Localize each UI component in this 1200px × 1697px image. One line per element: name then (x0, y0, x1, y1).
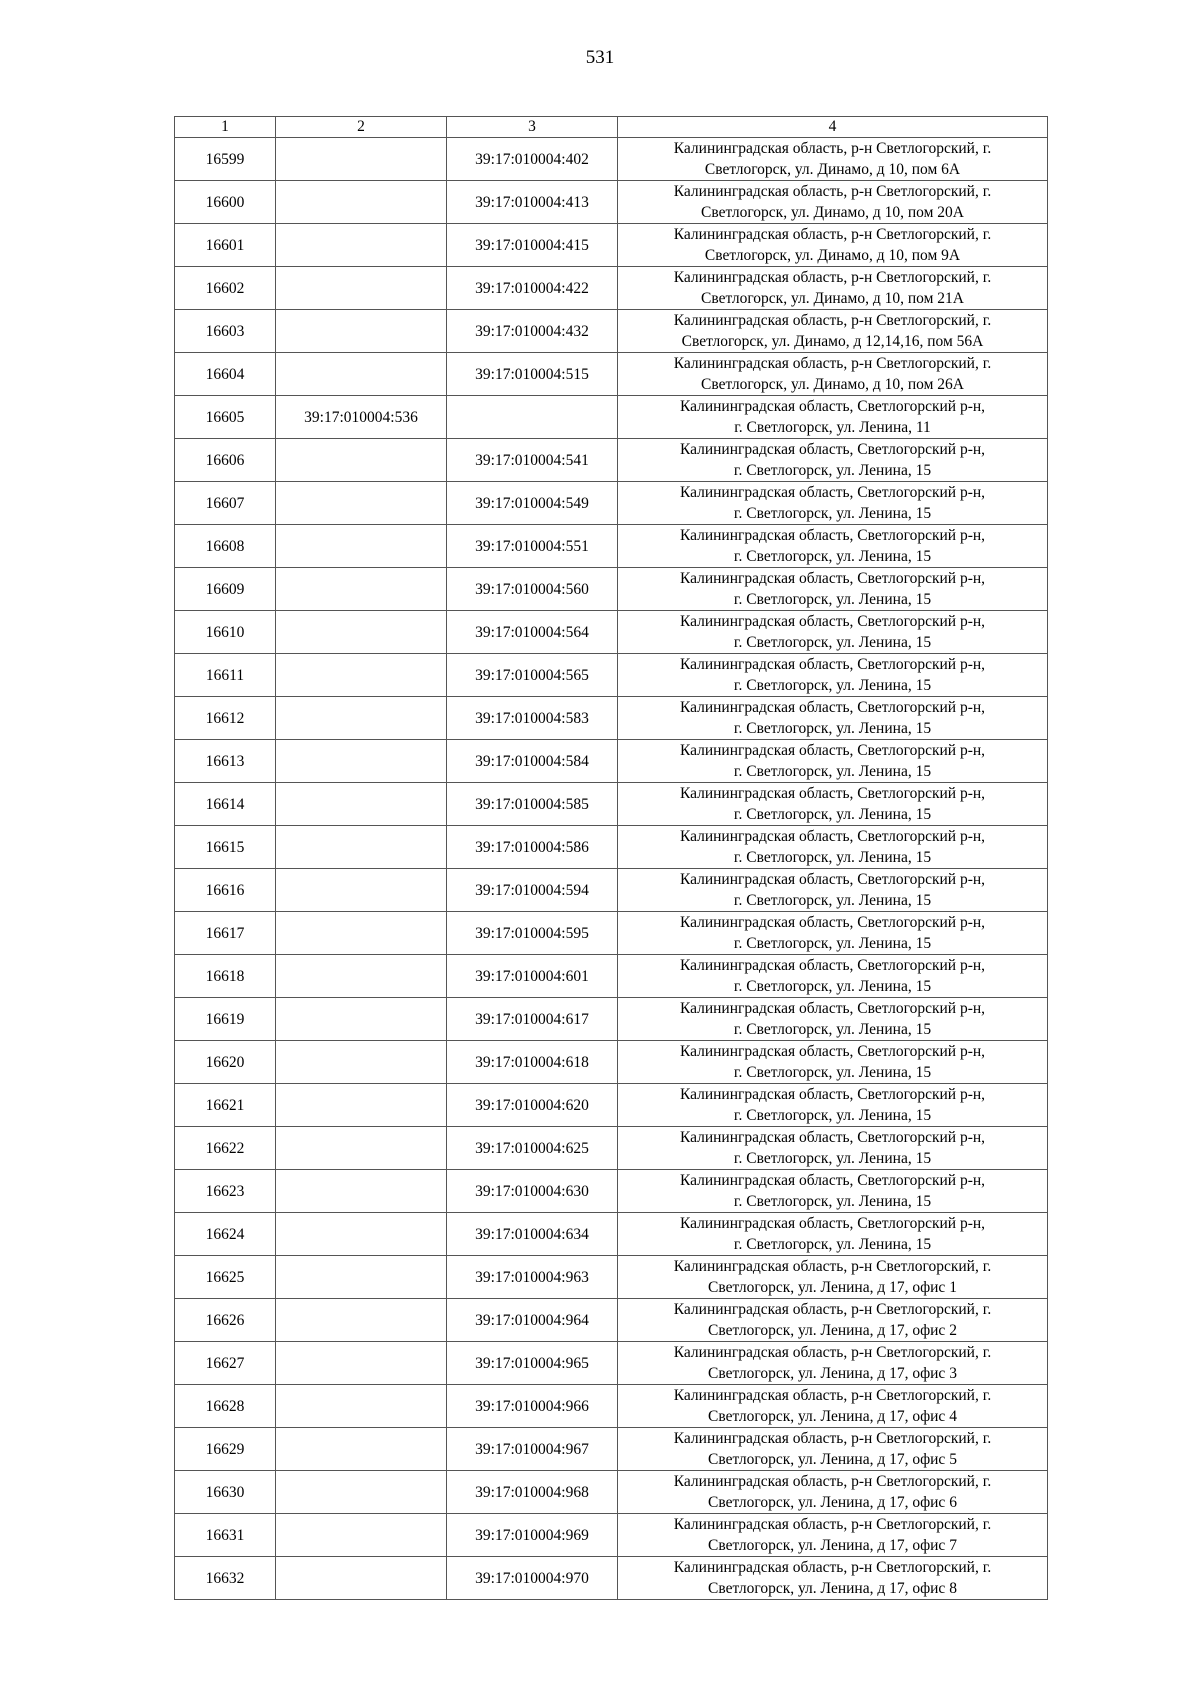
address-cell (618, 1256, 1048, 1299)
address-line-1: Калининградская область, р-н Светлогорский, г. (673, 355, 992, 372)
row-number-cell: 16602 (175, 267, 276, 310)
address-cell (618, 869, 1048, 912)
column-header-1: 1 (175, 117, 276, 138)
object-cadastral-number-cell: 39:17:010004:515 (447, 353, 618, 396)
address-cell (618, 998, 1048, 1041)
address-line-1: Калининградская область, Светлогорский р-н, (679, 785, 986, 802)
table-row (175, 1084, 1048, 1127)
object-cadastral-number-cell: 39:17:010004:617 (447, 998, 618, 1041)
address-cell (618, 955, 1048, 998)
cadastral-number-cell (276, 611, 447, 654)
address-line-2: Светлогорск, ул. Ленина, д 17, офис 2 (708, 1322, 957, 1339)
address-cell (618, 826, 1048, 869)
object-cadastral-number-cell: 39:17:010004:969 (447, 1514, 618, 1557)
address-cell (618, 697, 1048, 740)
row-number-cell: 16614 (175, 783, 276, 826)
row-number-cell: 16605 (175, 396, 276, 439)
address-cell (618, 1041, 1048, 1084)
table-row (175, 1557, 1048, 1600)
cadastral-number-cell (276, 1342, 447, 1385)
row-number-cell: 16600 (175, 181, 276, 224)
address-line-2: Светлогорск, ул. Ленина, д 17, офис 4 (708, 1408, 957, 1425)
address-cell (618, 482, 1048, 525)
address-line-2: г. Светлогорск, ул. Ленина, 15 (733, 892, 932, 909)
cadastral-number-cell (276, 1213, 447, 1256)
address-line-1: Калининградская область, р-н Светлогорский, г. (673, 1258, 992, 1275)
row-number-cell: 16629 (175, 1428, 276, 1471)
address-cell (618, 654, 1048, 697)
table-row (175, 998, 1048, 1041)
address-line-1: Калининградская область, Светлогорский р-н, (679, 570, 986, 587)
address-cell (618, 611, 1048, 654)
table-header (175, 117, 1048, 138)
address-line-2: Светлогорск, ул. Динамо, д 10, пом 21А (701, 290, 964, 307)
table-row (175, 267, 1048, 310)
address-line-2: г. Светлогорск, ул. Ленина, 15 (733, 1236, 932, 1253)
object-cadastral-number-cell (447, 396, 618, 439)
address-cell (618, 1471, 1048, 1514)
address-line-1: Калининградская область, Светлогорский р-н, (679, 527, 986, 544)
address-cell (618, 1084, 1048, 1127)
object-cadastral-number-cell: 39:17:010004:551 (447, 525, 618, 568)
address-line-2: г. Светлогорск, ул. Ленина, 15 (733, 634, 932, 651)
table-row (175, 353, 1048, 396)
cadastral-number-cell (276, 1557, 447, 1600)
column-header-2: 2 (276, 117, 447, 138)
object-cadastral-number-cell: 39:17:010004:584 (447, 740, 618, 783)
cadastral-number-cell (276, 224, 447, 267)
address-cell (618, 783, 1048, 826)
address-line-2: г. Светлогорск, ул. Ленина, 11 (734, 419, 931, 436)
table-row (175, 1342, 1048, 1385)
object-cadastral-number-cell: 39:17:010004:594 (447, 869, 618, 912)
row-number-cell: 16626 (175, 1299, 276, 1342)
table-row (175, 1256, 1048, 1299)
table-row (175, 1213, 1048, 1256)
object-cadastral-number-cell: 39:17:010004:560 (447, 568, 618, 611)
address-line-1: Калининградская область, р-н Светлогорский, г. (673, 1301, 992, 1318)
row-number-cell: 16613 (175, 740, 276, 783)
address-line-1: Калининградская область, р-н Светлогорский, г. (673, 1387, 992, 1404)
cadastral-number-cell (276, 955, 447, 998)
cadastral-number-cell (276, 1428, 447, 1471)
row-number-cell: 16623 (175, 1170, 276, 1213)
address-line-2: Светлогорск, ул. Ленина, д 17, офис 1 (708, 1279, 957, 1296)
table-row (175, 568, 1048, 611)
object-cadastral-number-cell: 39:17:010004:625 (447, 1127, 618, 1170)
object-cadastral-number-cell: 39:17:010004:965 (447, 1342, 618, 1385)
address-line-1: Калининградская область, Светлогорский р-н, (679, 871, 986, 888)
table-row (175, 1385, 1048, 1428)
address-cell (618, 912, 1048, 955)
row-number-cell: 16620 (175, 1041, 276, 1084)
address-line-1: Калининградская область, Светлогорский р-н, (679, 398, 986, 415)
object-cadastral-number-cell: 39:17:010004:586 (447, 826, 618, 869)
object-cadastral-number-cell: 39:17:010004:564 (447, 611, 618, 654)
address-cell (618, 1428, 1048, 1471)
address-line-1: Калининградская область, Светлогорский р-н, (679, 1129, 986, 1146)
address-line-1: Калининградская область, Светлогорский р-н, (679, 1086, 986, 1103)
address-cell (618, 439, 1048, 482)
cadastral-number-cell (276, 353, 447, 396)
table-row (175, 181, 1048, 224)
table-body (175, 138, 1048, 1600)
address-line-2: Светлогорск, ул. Ленина, д 17, офис 6 (708, 1494, 957, 1511)
table-row (175, 482, 1048, 525)
table-row (175, 1471, 1048, 1514)
address-cell (618, 1170, 1048, 1213)
address-line-2: Светлогорск, ул. Ленина, д 17, офис 3 (708, 1365, 957, 1382)
address-line-1: Калининградская область, Светлогорский р-н, (679, 656, 986, 673)
row-number-cell: 16632 (175, 1557, 276, 1600)
address-line-2: г. Светлогорск, ул. Ленина, 15 (733, 849, 932, 866)
row-number-cell: 16608 (175, 525, 276, 568)
address-line-1: Калининградская область, Светлогорский р-н, (679, 1043, 986, 1060)
cadastral-number-cell (276, 1256, 447, 1299)
address-line-2: Светлогорск, ул. Ленина, д 17, офис 5 (708, 1451, 957, 1468)
row-number-cell: 16610 (175, 611, 276, 654)
table-row (175, 224, 1048, 267)
address-cell (618, 310, 1048, 353)
address-line-2: Светлогорск, ул. Динамо, д 10, пом 9А (704, 247, 961, 264)
page-number: 531 (585, 47, 615, 68)
address-line-1: Калининградская область, Светлогорский р-н, (679, 1172, 986, 1189)
row-number-cell: 16630 (175, 1471, 276, 1514)
address-line-1: Калининградская область, Светлогорский р-н, (679, 957, 986, 974)
address-line-1: Калининградская область, р-н Светлогорский, г. (673, 312, 992, 329)
address-cell (618, 396, 1048, 439)
row-number-cell: 16607 (175, 482, 276, 525)
address-line-2: г. Светлогорск, ул. Ленина, 15 (733, 763, 932, 780)
address-line-1: Калининградская область, Светлогорский р-н, (679, 441, 986, 458)
row-number-cell: 16615 (175, 826, 276, 869)
cadastral-number-cell (276, 1084, 447, 1127)
row-number-cell: 16631 (175, 1514, 276, 1557)
cadastral-number-cell (276, 869, 447, 912)
object-cadastral-number-cell: 39:17:010004:601 (447, 955, 618, 998)
address-cell (618, 181, 1048, 224)
address-line-2: г. Светлогорск, ул. Ленина, 15 (733, 505, 932, 522)
address-line-1: Калининградская область, р-н Светлогорский, г. (673, 1559, 992, 1576)
table-row (175, 310, 1048, 353)
object-cadastral-number-cell: 39:17:010004:967 (447, 1428, 618, 1471)
table-row (175, 1170, 1048, 1213)
object-cadastral-number-cell: 39:17:010004:630 (447, 1170, 618, 1213)
table-row (175, 525, 1048, 568)
row-number-cell: 16622 (175, 1127, 276, 1170)
row-number-cell: 16621 (175, 1084, 276, 1127)
table-row (175, 138, 1048, 181)
address-line-1: Калининградская область, Светлогорский р-н, (679, 742, 986, 759)
table-row (175, 1514, 1048, 1557)
address-line-2: г. Светлогорск, ул. Ленина, 15 (733, 1150, 932, 1167)
cadastral-number-cell (276, 1041, 447, 1084)
address-cell (618, 1342, 1048, 1385)
cadastral-number-cell (276, 740, 447, 783)
table-row (175, 1127, 1048, 1170)
cadastral-number-cell (276, 482, 447, 525)
cadastral-number-cell (276, 1127, 447, 1170)
row-number-cell: 16624 (175, 1213, 276, 1256)
address-line-1: Калининградская область, р-н Светлогорский, г. (673, 1473, 992, 1490)
row-number-cell: 16627 (175, 1342, 276, 1385)
row-number-cell: 16625 (175, 1256, 276, 1299)
table-row (175, 740, 1048, 783)
table-row (175, 826, 1048, 869)
row-number-cell: 16628 (175, 1385, 276, 1428)
cadastral-number-cell (276, 654, 447, 697)
address-line-2: г. Светлогорск, ул. Ленина, 15 (733, 1021, 932, 1038)
cadastral-number-cell (276, 525, 447, 568)
object-cadastral-number-cell: 39:17:010004:422 (447, 267, 618, 310)
object-cadastral-number-cell: 39:17:010004:585 (447, 783, 618, 826)
object-cadastral-number-cell: 39:17:010004:541 (447, 439, 618, 482)
address-line-1: Калининградская область, Светлогорский р-н, (679, 699, 986, 716)
object-cadastral-number-cell: 39:17:010004:618 (447, 1041, 618, 1084)
row-number-cell: 16618 (175, 955, 276, 998)
address-line-2: Светлогорск, ул. Ленина, д 17, офис 7 (708, 1537, 957, 1554)
row-number-cell: 16609 (175, 568, 276, 611)
table-row (175, 1041, 1048, 1084)
address-cell (618, 353, 1048, 396)
object-cadastral-number-cell: 39:17:010004:432 (447, 310, 618, 353)
row-number-cell: 16617 (175, 912, 276, 955)
address-cell (618, 224, 1048, 267)
address-line-1: Калининградская область, Светлогорский р-н, (679, 1215, 986, 1232)
address-line-2: Светлогорск, ул. Динамо, д 10, пом 20А (701, 204, 964, 221)
address-line-2: г. Светлогорск, ул. Ленина, 15 (733, 1107, 932, 1124)
cadastral-number-cell (276, 310, 447, 353)
row-number-cell: 16611 (175, 654, 276, 697)
table-row (175, 439, 1048, 482)
address-line-2: Светлогорск, ул. Динамо, д 10, пом 6А (704, 161, 961, 178)
address-line-2: г. Светлогорск, ул. Ленина, 15 (733, 978, 932, 995)
cadastral-number-cell (276, 1385, 447, 1428)
object-cadastral-number-cell: 39:17:010004:402 (447, 138, 618, 181)
cadastral-number-cell (276, 568, 447, 611)
table-row (175, 869, 1048, 912)
address-line-1: Калининградская область, р-н Светлогорский, г. (673, 1344, 992, 1361)
address-line-1: Калининградская область, р-н Светлогорский, г. (673, 1516, 992, 1533)
address-cell (618, 1127, 1048, 1170)
object-cadastral-number-cell: 39:17:010004:620 (447, 1084, 618, 1127)
address-line-2: г. Светлогорск, ул. Ленина, 15 (733, 935, 932, 952)
cadastral-number-cell (276, 1170, 447, 1213)
cadastral-number-cell (276, 1299, 447, 1342)
object-cadastral-number-cell: 39:17:010004:583 (447, 697, 618, 740)
address-cell (618, 568, 1048, 611)
row-number-cell: 16601 (175, 224, 276, 267)
address-line-1: Калининградская область, Светлогорский р-н, (679, 828, 986, 845)
property-registry-table (174, 116, 1048, 1600)
address-cell (618, 1557, 1048, 1600)
row-number-cell: 16616 (175, 869, 276, 912)
address-line-1: Калининградская область, р-н Светлогорский, г. (673, 226, 992, 243)
object-cadastral-number-cell: 39:17:010004:634 (447, 1213, 618, 1256)
row-number-cell: 16604 (175, 353, 276, 396)
object-cadastral-number-cell: 39:17:010004:964 (447, 1299, 618, 1342)
address-line-1: Калининградская область, Светлогорский р-н, (679, 914, 986, 931)
address-line-2: г. Светлогорск, ул. Ленина, 15 (733, 720, 932, 737)
address-line-1: Калининградская область, р-н Светлогорский, г. (673, 1430, 992, 1447)
cadastral-number-cell (276, 138, 447, 181)
object-cadastral-number-cell: 39:17:010004:966 (447, 1385, 618, 1428)
table-row (175, 783, 1048, 826)
object-cadastral-number-cell: 39:17:010004:970 (447, 1557, 618, 1600)
table-row (175, 654, 1048, 697)
address-line-1: Калининградская область, Светлогорский р-н, (679, 1000, 986, 1017)
address-cell (618, 267, 1048, 310)
column-header-3: 3 (447, 117, 618, 138)
address-cell (618, 1514, 1048, 1557)
address-line-2: г. Светлогорск, ул. Ленина, 15 (733, 677, 932, 694)
object-cadastral-number-cell: 39:17:010004:565 (447, 654, 618, 697)
address-cell (618, 1299, 1048, 1342)
cadastral-number-cell: 39:17:010004:536 (276, 396, 447, 439)
address-line-2: Светлогорск, ул. Ленина, д 17, офис 8 (708, 1580, 957, 1597)
address-cell (618, 740, 1048, 783)
address-line-2: г. Светлогорск, ул. Ленина, 15 (733, 548, 932, 565)
object-cadastral-number-cell: 39:17:010004:413 (447, 181, 618, 224)
header-row (175, 117, 1048, 138)
address-line-2: г. Светлогорск, ул. Ленина, 15 (733, 462, 932, 479)
address-cell (618, 1385, 1048, 1428)
row-number-cell: 16612 (175, 697, 276, 740)
row-number-cell: 16599 (175, 138, 276, 181)
address-line-2: Светлогорск, ул. Динамо, д 10, пом 26А (701, 376, 964, 393)
address-cell (618, 1213, 1048, 1256)
object-cadastral-number-cell: 39:17:010004:595 (447, 912, 618, 955)
row-number-cell: 16619 (175, 998, 276, 1041)
address-cell (618, 525, 1048, 568)
address-line-2: Светлогорск, ул. Динамо, д 12,14,16, пом 56А (681, 333, 984, 350)
address-line-2: г. Светлогорск, ул. Ленина, 15 (733, 1064, 932, 1081)
cadastral-number-cell (276, 439, 447, 482)
table-row (175, 1428, 1048, 1471)
cadastral-number-cell (276, 1471, 447, 1514)
cadastral-number-cell (276, 826, 447, 869)
cadastral-number-cell (276, 181, 447, 224)
address-line-1: Калининградская область, р-н Светлогорский, г. (673, 140, 992, 157)
table-row (175, 396, 1048, 439)
object-cadastral-number-cell: 39:17:010004:549 (447, 482, 618, 525)
address-line-2: г. Светлогорск, ул. Ленина, 15 (733, 1193, 932, 1210)
cadastral-number-cell (276, 998, 447, 1041)
cadastral-number-cell (276, 1514, 447, 1557)
table-row (175, 611, 1048, 654)
table-row (175, 697, 1048, 740)
address-line-1: Калининградская область, р-н Светлогорский, г. (673, 269, 992, 286)
table-row (175, 955, 1048, 998)
address-cell (618, 138, 1048, 181)
column-header-4: 4 (618, 117, 1048, 138)
object-cadastral-number-cell: 39:17:010004:415 (447, 224, 618, 267)
cadastral-number-cell (276, 912, 447, 955)
row-number-cell: 16606 (175, 439, 276, 482)
cadastral-number-cell (276, 267, 447, 310)
address-line-2: г. Светлогорск, ул. Ленина, 15 (733, 591, 932, 608)
table-row (175, 1299, 1048, 1342)
object-cadastral-number-cell: 39:17:010004:968 (447, 1471, 618, 1514)
address-line-2: г. Светлогорск, ул. Ленина, 15 (733, 806, 932, 823)
row-number-cell: 16603 (175, 310, 276, 353)
address-line-1: Калининградская область, р-н Светлогорский, г. (673, 183, 992, 200)
address-line-1: Калининградская область, Светлогорский р-н, (679, 484, 986, 501)
cadastral-number-cell (276, 783, 447, 826)
object-cadastral-number-cell: 39:17:010004:963 (447, 1256, 618, 1299)
table-row (175, 912, 1048, 955)
address-line-1: Калининградская область, Светлогорский р-н, (679, 613, 986, 630)
cadastral-number-cell (276, 697, 447, 740)
